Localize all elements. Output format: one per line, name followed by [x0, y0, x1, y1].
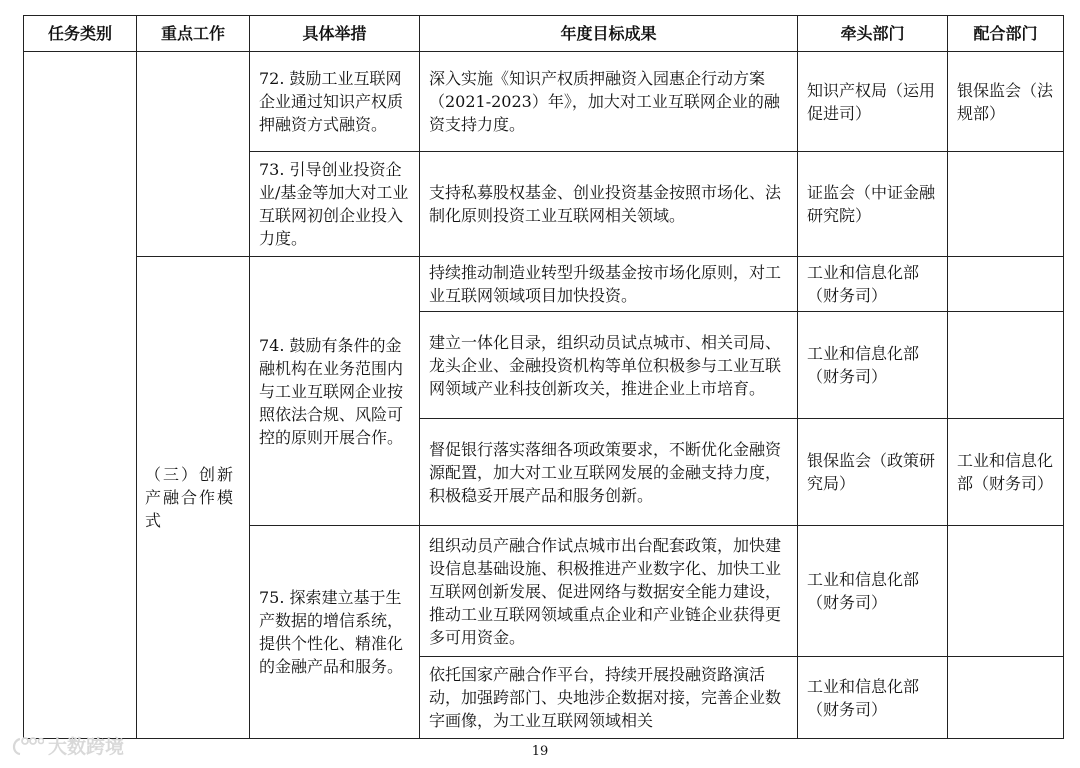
header-annual-goal: 年度目标成果: [420, 16, 798, 52]
key-work-label: （三）创新产融合作模式: [145, 465, 236, 530]
goal-cell: 依托国家产融合作平台，持续开展投融资路演活动，加强跨部门、央地涉企数据对接，完善企业数字画像，为工业互联网领域相关: [420, 657, 798, 739]
watermark-text: 大数跨境: [48, 736, 125, 758]
table-header-row: [24, 16, 1064, 52]
lead-department-cell: 知识产权局（运用促进司）: [798, 52, 948, 152]
page-number: 19: [531, 744, 549, 759]
goal-cell: 支持私募股权基金、创业投资基金按照市场化、法制化原则投资工业互联网相关领域。: [420, 152, 798, 257]
header-task-category: 任务类别: [24, 16, 137, 52]
measure-cell: 75. 探索建立基于生产数据的增信系统，提供个性化、精准化的金融产品和服务。: [250, 526, 420, 739]
goal-cell: 组织动员产融合作试点城市出台配套政策，加快建设信息基础设施、积极推进产业数字化、加快工业互联网创新发展、促进网络与数据安全能力建设，推动工业互联网领域重点企业和产业链企业获得更多可用资金。: [420, 526, 798, 657]
support-department-cell: [948, 257, 1064, 312]
lead-department-cell: 工业和信息化部（财务司）: [798, 312, 948, 419]
support-department-cell: 工业和信息化部（财务司）: [948, 419, 1064, 526]
table-row: [24, 52, 1064, 152]
lead-department-cell: 银保监会（政策研究局）: [798, 419, 948, 526]
header-specific-measures: 具体举措: [250, 16, 420, 52]
table-row: [24, 257, 1064, 312]
goal-cell: 持续推动制造业转型升级基金按市场化原则，对工业互联网领域项目加快投资。: [420, 257, 798, 312]
lead-department-cell: 证监会（中证金融研究院）: [798, 152, 948, 257]
goal-cell: 建立一体化目录，组织动员试点城市、相关司局、龙头企业、金融投资机构等单位积极参与工业互联网领域产业科技创新攻关，推进企业上市培育。: [420, 312, 798, 419]
support-department-cell: [948, 657, 1064, 739]
measure-cell: 72. 鼓励工业互联网企业通过知识产权质押融资方式融资。: [250, 52, 420, 152]
support-department-cell: [948, 152, 1064, 257]
header-support-department: 配合部门: [948, 16, 1064, 52]
header-key-work: 重点工作: [137, 16, 250, 52]
key-work-cell: [137, 257, 250, 739]
lead-department-cell: 工业和信息化部（财务司）: [798, 257, 948, 312]
measure-cell: 73. 引导创业投资企业/基金等加大对工业互联网初创企业投入力度。: [250, 152, 420, 257]
lead-department-cell: 工业和信息化部（财务司）: [798, 657, 948, 739]
support-department-cell: 银保监会（法规部）: [948, 52, 1064, 152]
header-lead-department: 牵头部门: [798, 16, 948, 52]
goal-cell: 深入实施《知识产权质押融资入园惠企行动方案（2021-2023）年》，加大对工业互联网企业的融资支持力度。: [420, 52, 798, 152]
measure-cell: 74. 鼓励有条件的金融机构在业务范围内与工业互联网企业按照依法合规、风险可控的原则开展合作。: [250, 257, 420, 526]
support-department-cell: [948, 526, 1064, 657]
key-work-cell: [137, 52, 250, 257]
work-plan-table: [23, 15, 1064, 739]
lead-department-cell: 工业和信息化部（财务司）: [798, 526, 948, 657]
task-category-cell: [24, 52, 137, 739]
support-department-cell: [948, 312, 1064, 419]
goal-cell: 督促银行落实落细各项政策要求，不断优化金融资源配置，加大对工业互联网发展的金融支持力度，积极稳妥开展产品和服务创新。: [420, 419, 798, 526]
